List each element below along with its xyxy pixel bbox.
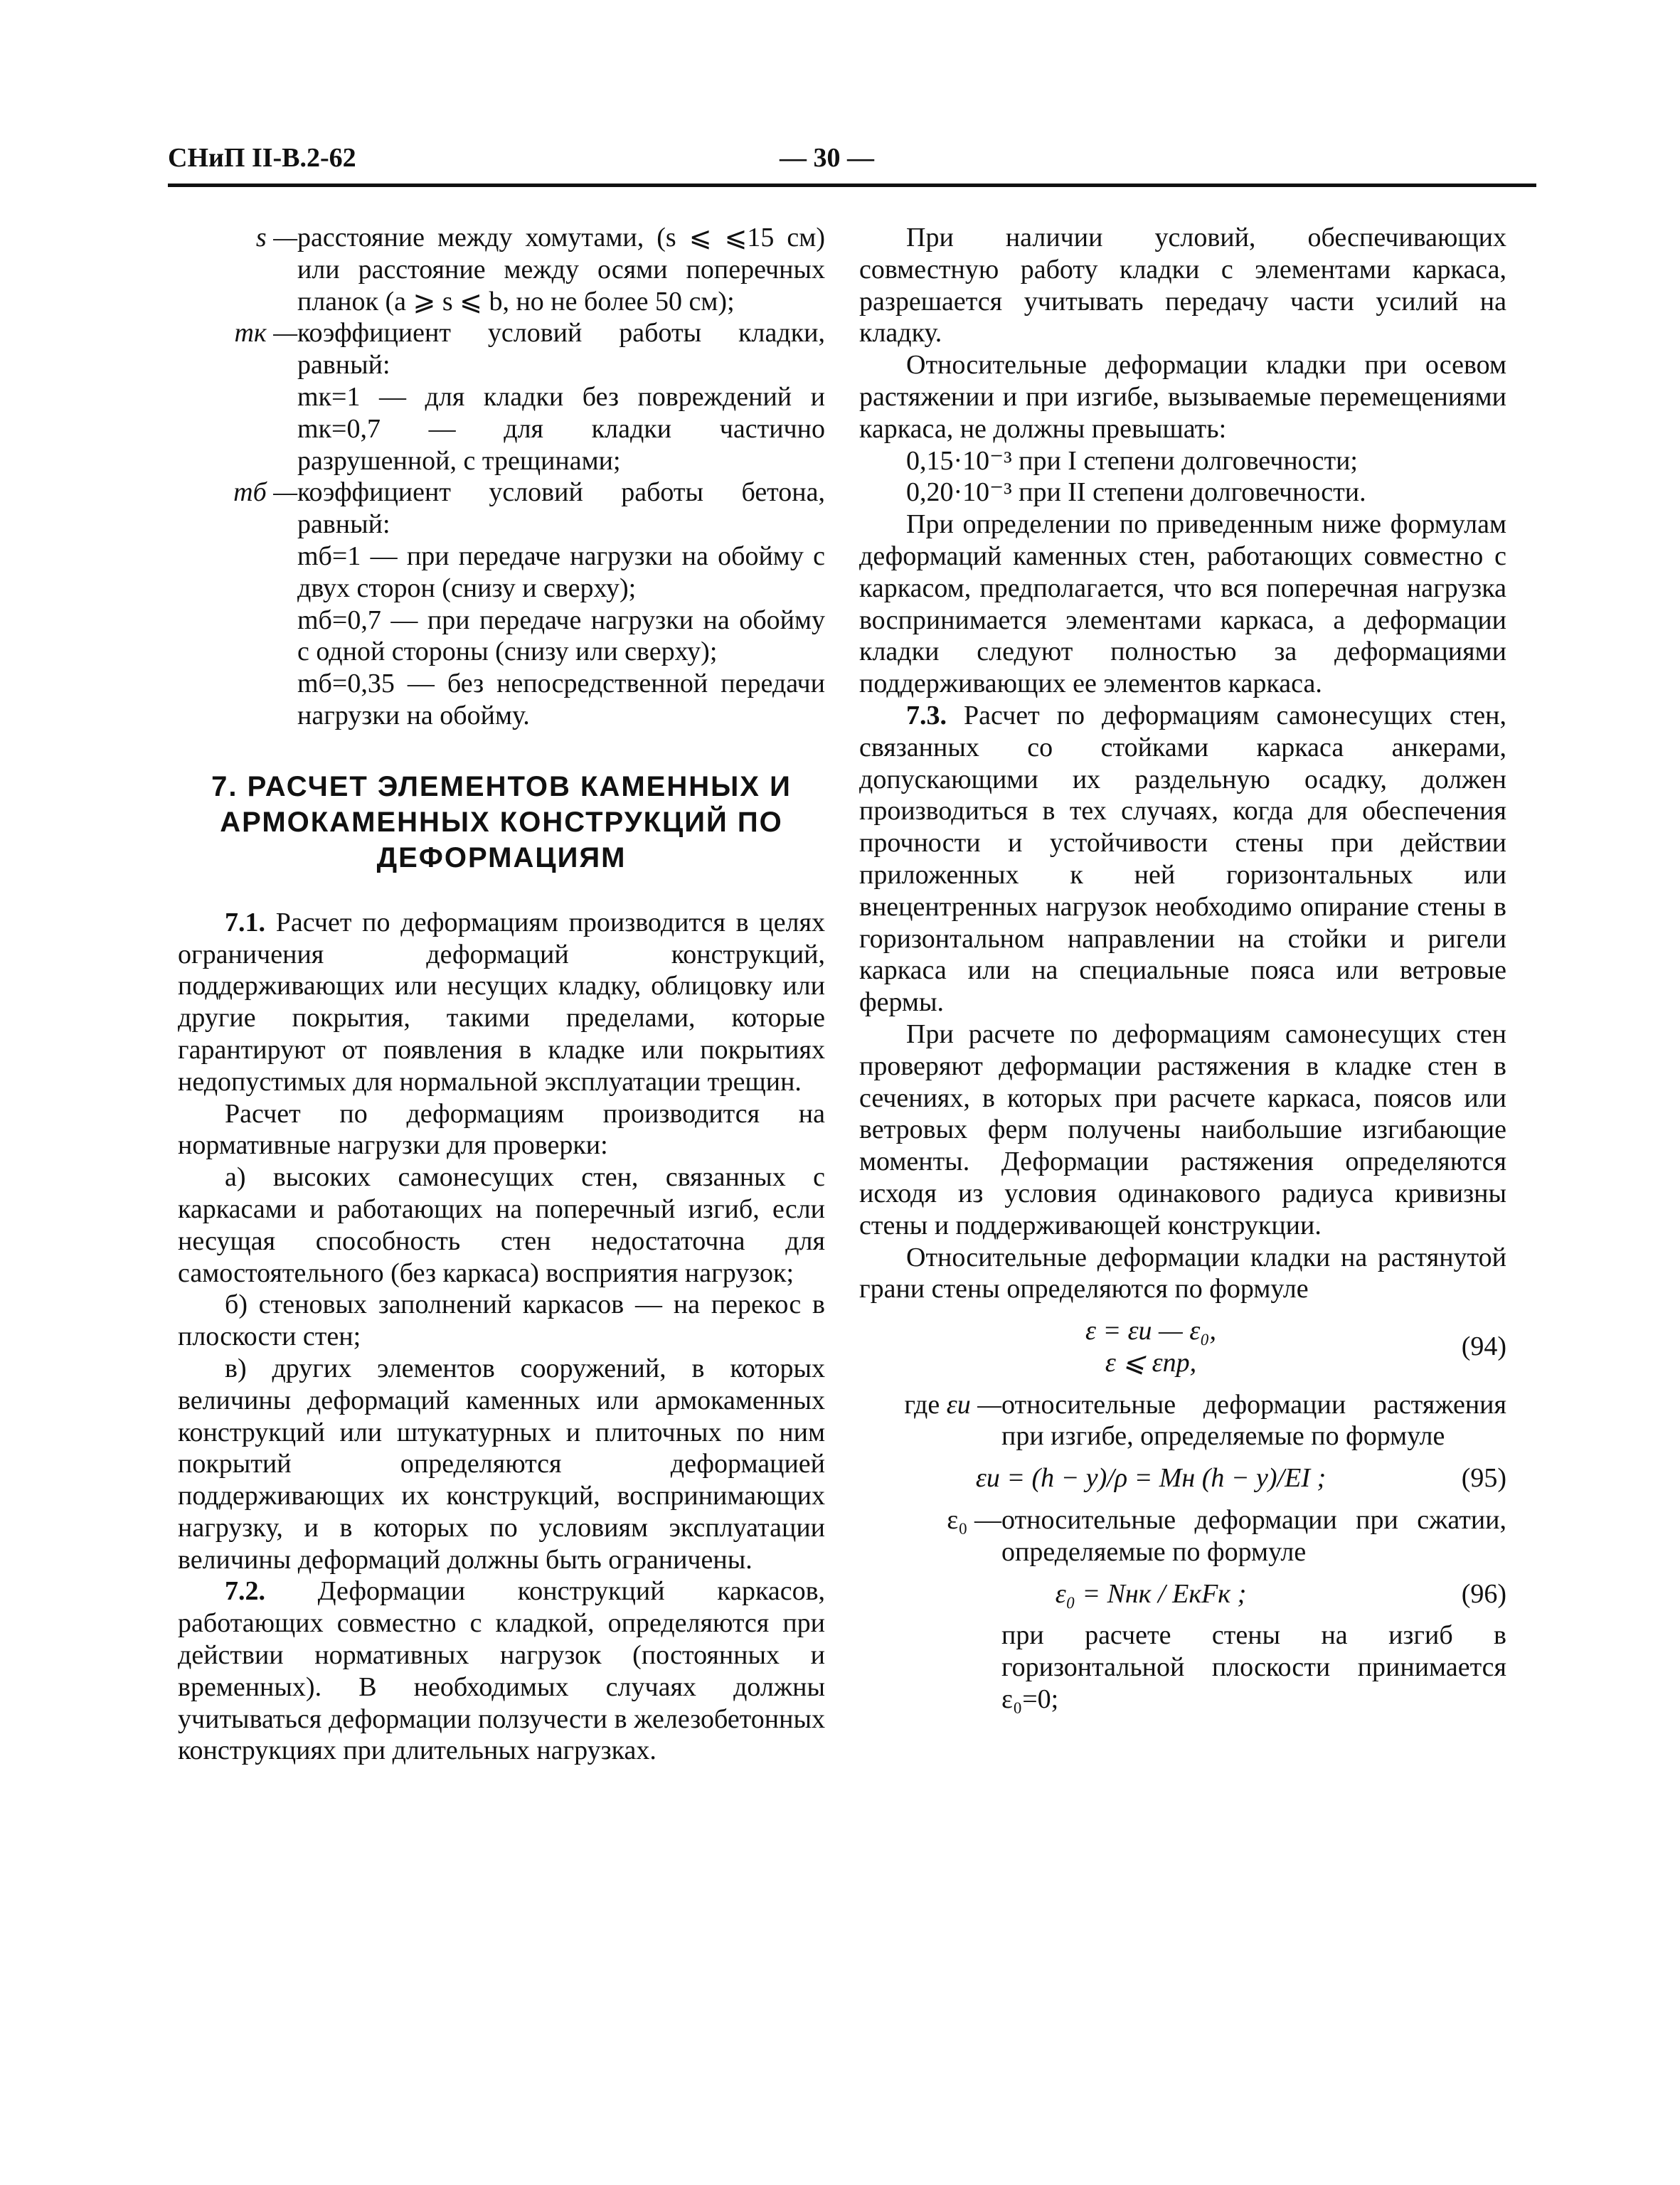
clause-number: 7.3. <box>906 700 947 730</box>
page-number: — 30 — <box>780 143 874 173</box>
definition-mb <box>178 477 825 541</box>
formula-expression <box>859 1315 1442 1379</box>
formula-number: (95) <box>1461 1463 1506 1494</box>
mb-value-2: mб=0,7 — при передаче нагрузки на обойму с одной стороны (снизу или сверху); <box>297 605 825 667</box>
formula-line: ε = εи — ε₀, <box>1085 1316 1217 1346</box>
paragraph-self-bearing: При расчете по деформациям самонесущих стен проверяют деформации растяжения в кладке стен в сечениях, в которых при расчете каркаса, поясов или ветровых ферм получены наибольшие изгибающие моменты. Деформации растяжения определяются исходя из условия одинакового радиуса кривизны стены и поддерживающей конструкции. <box>859 1019 1506 1240</box>
clause-number: 7.1. <box>225 907 265 937</box>
where-word: где <box>904 1389 940 1420</box>
formula-96 <box>859 1578 1506 1610</box>
clause-text: Деформации конструкций каркасов, работающих совместно с кладкой, определяются при действии нормативных нагрузок (постоянных и временных). В необходимых случаях должны учитываться деформации ползучести в железобетонных конструкциях при длительных нагрузках. <box>178 1576 826 1766</box>
formula-line: ε ⩽ εпр, <box>1105 1347 1197 1378</box>
formula-number: (94) <box>1461 1331 1506 1362</box>
paragraph-normative: Расчет по деформациям производится на нормативные нагрузки для проверки: <box>178 1098 825 1161</box>
symbol: mк — <box>234 318 297 349</box>
formula-expression: ε₀ = Nнк / EкFк ; <box>1055 1578 1247 1609</box>
formula-94 <box>859 1315 1506 1379</box>
limit-1: 0,15·10⁻³ при I степени долговечности; <box>906 445 1358 476</box>
header-rule <box>168 184 1536 187</box>
symbol: ε₀ — <box>947 1505 1001 1536</box>
symbol: s — <box>255 223 297 252</box>
document-code: СНиП II-В.2-62 <box>168 143 356 173</box>
definition-e0 <box>859 1504 1506 1568</box>
definition-mk <box>178 317 825 381</box>
limit-2: 0,20·10⁻³ при II степени долговечности. <box>906 477 1366 508</box>
formula-95 <box>859 1462 1506 1494</box>
formula-expression: εи = (h − y)/ρ = Mн (h − y)/EI ; <box>975 1463 1327 1494</box>
paragraph-7-2 <box>178 1575 825 1767</box>
paragraph-7-3 <box>859 700 1506 1019</box>
formula-number: (96) <box>1461 1578 1506 1609</box>
mb-value-1: mб=1 — при передаче нагрузки на обойму с двух сторон (снизу и сверху); <box>297 541 825 603</box>
section-heading: 7. РАСЧЕТ ЭЛЕМЕНТОВ КАМЕННЫХ И АРМОКАМЕННЫХ КОНСТРУКЦИЙ ПО ДЕФОРМАЦИЯМ <box>211 770 792 873</box>
paragraph-assumption: При определении по приведенным ниже формулам деформаций каменных стен, работающих совместно с каркасом, предполагается, что вся поперечная нагрузка воспринимается элементами каркаса, а деформации кладки следуют полностью за деформациями поддерживающих ее элементов каркаса. <box>859 509 1506 699</box>
definition-text: коэффициент условий работы кладки, равный: <box>297 318 825 381</box>
where-label <box>859 1389 1001 1453</box>
symbol: mб — <box>233 477 297 508</box>
definition-text: относительные деформации растяжения при изгибе, определяемые по формуле <box>1001 1389 1506 1452</box>
page-header <box>168 142 1536 182</box>
list-item-c: в) других элементов сооружений, в которых величины деформаций каменных или армокаменных конструкций или штукатурных и плиточных по ним покрытий определяются деформацией поддерживающих их конструкций, воспринимающих нагрузку, и в которых по условиям эксплуатации величины деформаций должны быть ограничены. <box>178 1353 825 1575</box>
definition-text: расстояние между хомутами, (s ⩽ ⩽15 см) или расстояние между осями поперечных планок (a ⩾ s ⩽ b, но не более 50 см); <box>297 223 825 317</box>
clause-number: 7.2. <box>225 1576 265 1607</box>
left-column <box>178 222 825 1767</box>
right-column <box>859 222 1506 1716</box>
mb-value-3: mб=0,35 — без непосредственной передачи нагрузки на обойму. <box>297 669 825 730</box>
clause-text: Расчет по деформациям производится в целях ограничения деформаций конструкций, поддерживающих или несущих кладку, облицовку или другие покрытия, такими пределами, которые гарантируют от появления в кладке или покрытиях недопустимых для нормальной эксплуатации трещин. <box>178 907 826 1097</box>
definition-ei <box>859 1389 1506 1453</box>
list-item-a: а) высоких самонесущих стен, связанных с каркасами и работающих на поперечный изгиб, если несущая способность стен недостаточна для самостоятельного (без каркаса) восприятия нагрузок; <box>178 1162 825 1288</box>
paragraph-final: при расчете стены на изгиб в горизонтальной плоскости принимается ε₀=0; <box>1001 1620 1506 1715</box>
symbol: εи — <box>946 1389 1001 1420</box>
definition-text: относительные деформации при сжатии, определяемые по формуле <box>1001 1505 1506 1567</box>
paragraph-conditions: При наличии условий, обеспечивающих совместную работу кладки с элементами каркаса, разрешается учитывать передачу части усилий на кладку. <box>859 223 1506 349</box>
paragraph-7-1 <box>178 907 825 1098</box>
mk-values: mк=1 — для кладки без повреждений и mк=0,7 — для кладки частично разрушенной, с трещинами; <box>297 381 825 476</box>
list-item-b: б) стеновых заполнений каркасов — на перекос в плоскости стен; <box>178 1290 825 1352</box>
clause-text: Расчет по деформациям самонесущих стен, связанных со стойками каркаса анкерами, допускающими их раздельную осадку, должен производиться в тех случаях, когда для обеспечения прочности и устойчивости стены при действии приложенных к ней горизонтальных или внецентренных нагрузок необходимо опирание стены в горизонтальном направлении на стойки и ригели каркаса или на специальные пояса или ветровые фермы. <box>859 700 1506 1018</box>
paragraph-formula-intro: Относительные деформации кладки на растянутой грани стены определяются по формуле <box>859 1242 1506 1304</box>
paragraph-relative-deformations: Относительные деформации кладки при осевом растяжении и при изгибе, вызываемые перемещениями каркаса, не должны превышать: <box>859 350 1506 444</box>
definition-s <box>178 222 825 317</box>
definition-text: коэффициент условий работы бетона, равный: <box>297 477 825 540</box>
